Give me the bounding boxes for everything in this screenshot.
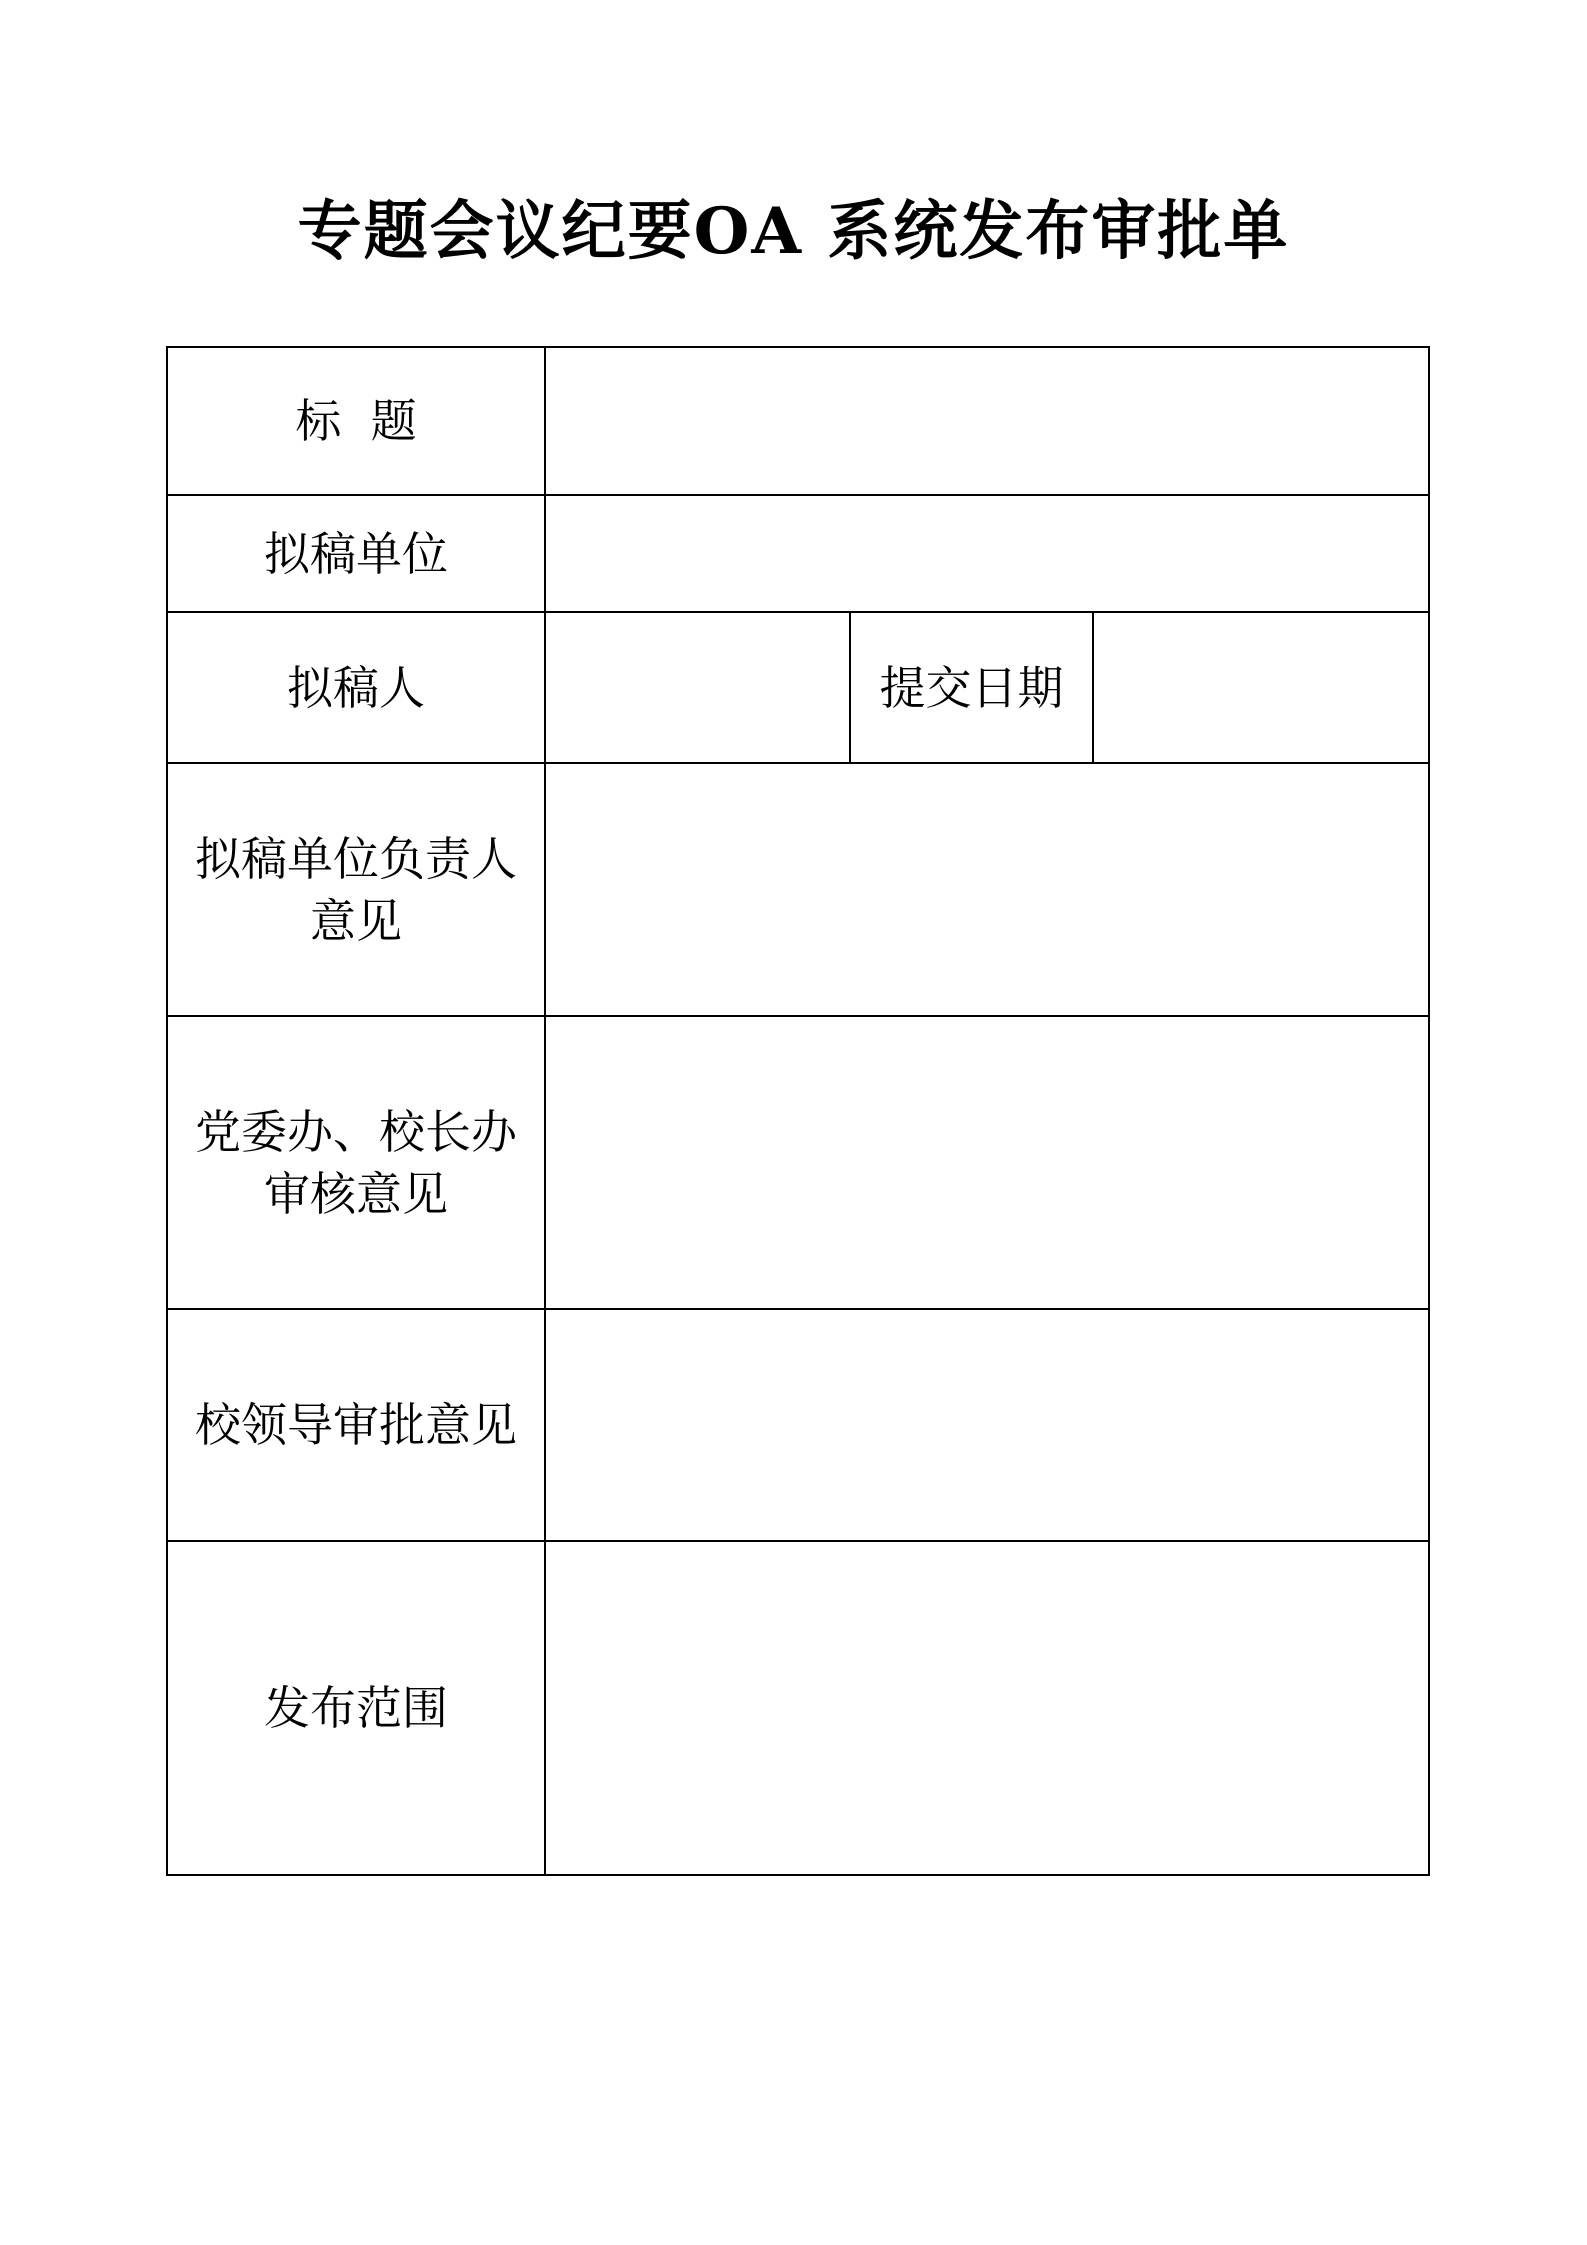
row-unit-head-opinion bbox=[167, 763, 1429, 1016]
submit-date-value-cell[interactable] bbox=[1093, 612, 1429, 763]
form-title: 专题会议纪要OA 系统发布审批单 bbox=[297, 194, 1290, 269]
release-scope-label-cell bbox=[167, 1541, 545, 1875]
submit-date-label-cell bbox=[850, 612, 1093, 763]
row-leader-approval bbox=[167, 1309, 1429, 1541]
title-label-cell bbox=[167, 347, 545, 495]
approval-form-table bbox=[166, 346, 1430, 1876]
drafting-unit-label: 拟稿单位 bbox=[264, 526, 448, 581]
unit-head-opinion-label-line1: 拟稿单位负责人 bbox=[195, 831, 517, 886]
office-review-label-cell bbox=[167, 1016, 545, 1309]
submit-date-label: 提交日期 bbox=[879, 660, 1064, 715]
office-review-label-line1: 党委办、校长办 bbox=[195, 1104, 517, 1159]
row-drafting-unit bbox=[167, 495, 1429, 612]
office-review-label-line2: 审核意见 bbox=[264, 1166, 448, 1221]
unit-head-opinion-value-cell[interactable] bbox=[545, 763, 1429, 1016]
row-release-scope bbox=[167, 1541, 1429, 1875]
release-scope-label: 发布范围 bbox=[264, 1681, 448, 1735]
office-review-value-cell[interactable] bbox=[545, 1016, 1429, 1309]
leader-approval-label-cell bbox=[167, 1309, 545, 1541]
row-office-review bbox=[167, 1016, 1429, 1309]
drafting-unit-label-cell bbox=[167, 495, 545, 612]
release-scope-value-cell[interactable] bbox=[545, 1541, 1429, 1875]
row-drafter bbox=[167, 612, 1429, 763]
title-label: 标 题 bbox=[295, 394, 417, 448]
leader-approval-value-cell[interactable] bbox=[545, 1309, 1429, 1541]
unit-head-opinion-label-cell bbox=[167, 763, 545, 1016]
drafter-value-cell[interactable] bbox=[545, 612, 850, 763]
unit-head-opinion-label-line2: 意见 bbox=[310, 893, 402, 948]
drafting-unit-value-cell[interactable] bbox=[545, 495, 1429, 612]
leader-approval-label: 校领导审批意见 bbox=[195, 1398, 517, 1452]
drafter-label-cell bbox=[167, 612, 545, 763]
row-title bbox=[167, 347, 1429, 495]
title-value-cell[interactable] bbox=[545, 347, 1429, 495]
drafter-label: 拟稿人 bbox=[287, 660, 425, 715]
